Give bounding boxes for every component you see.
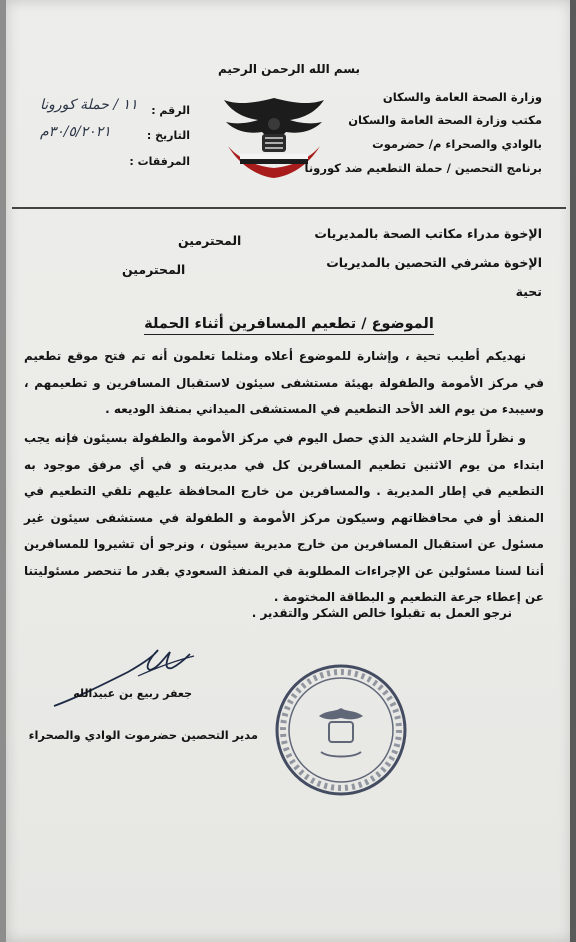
greeting: تحية	[515, 284, 542, 299]
ministry-line-2: مكتب وزارة الصحة العامة والسكان	[348, 113, 542, 127]
date-value: ٣٠/٥/٢٠٢١م	[40, 124, 111, 140]
signatory-name: جعفر ربيع بن عبيدالله	[73, 687, 192, 700]
handwritten-signature	[46, 628, 196, 718]
closing-line: نرجو العمل به تقبلوا خالص الشكر والتقدير .	[251, 606, 512, 620]
photo-edge	[570, 0, 576, 942]
recipient-line-1: الإخوة مدراء مكاتب الصحة بالمديريات	[314, 226, 542, 241]
ministry-line-3: بالوادي والصحراء م/ حضرموت	[372, 137, 542, 151]
body-paragraph-2	[24, 425, 544, 611]
reference-label: الرقم :	[151, 104, 190, 117]
basmala: بسم الله الرحمن الرحيم	[217, 62, 361, 76]
attachments-label: المرفقات :	[129, 155, 190, 168]
official-stamp-seal	[271, 660, 411, 800]
subject-text: الموضوع / تطعيم المسافرين أثناء الحملة	[144, 316, 434, 335]
paragraph-2-text: و نظراً للزحام الشديد الذي حصل اليوم في مركز الأمومة والطفولة بسيئون فإنه يجب ابتداء من يوم الاثنين تطعيم المسافرين كل في مديريته و في أي مرفق موجود به التطعيم في إطار المديرية . والمسافرين من خارج المحافظة عليهم تلقي التطعيم في المنفذ أو في محافظاتهم وسيكون مركز الأمومة و الطفولة في مستشفى سيئون غير مسئول عن استقبال المسافرين من خارج مديرية سيئون ، ونرجو أن تشيروا للمسافرين أننا لسنا مسئولين عن الإجراءات المطلوبة في المنفذ السعودي بقدر ما تنحصر مسئوليتنا عن إعطاء جرعة التطعيم و البطاقة المختومة .	[24, 431, 544, 604]
body-paragraph-1	[24, 343, 544, 423]
recipient-respect-1: المحترمين	[178, 233, 242, 248]
paragraph-1-text: نهديكم أطيب تحية ، وإشارة للموضوع أعلاه ومثلما تعلمون أنه تم فتح موقع تطعيم في مركز الأمومة والطفولة بهيئة مستشفى سيئون لاستقبال المسافرين و تطعيمهم ، وسيبدء من يوم الغد الأحد التطعيم في المستشفى الميداني بمنفذ الوديعه .	[24, 349, 544, 416]
ministry-line-1: وزارة الصحة العامة والسكان	[382, 90, 542, 104]
ministry-line-4: برنامج التحصين / حملة التطعيم ضد كورونا	[304, 161, 542, 175]
recipient-line-2: الإخوة مشرفي التحصين بالمديريات	[326, 255, 542, 270]
date-label: التاريخ :	[146, 129, 190, 142]
recipient-respect-2: المحترمين	[122, 262, 186, 277]
subject-heading	[6, 316, 572, 332]
signatory-title: مدير التحصين حضرموت الوادي والصحراء	[28, 728, 258, 742]
letter-page	[6, 0, 572, 942]
header-divider	[12, 207, 566, 209]
reference-value: ١١ / حملة كورونا	[40, 97, 138, 113]
